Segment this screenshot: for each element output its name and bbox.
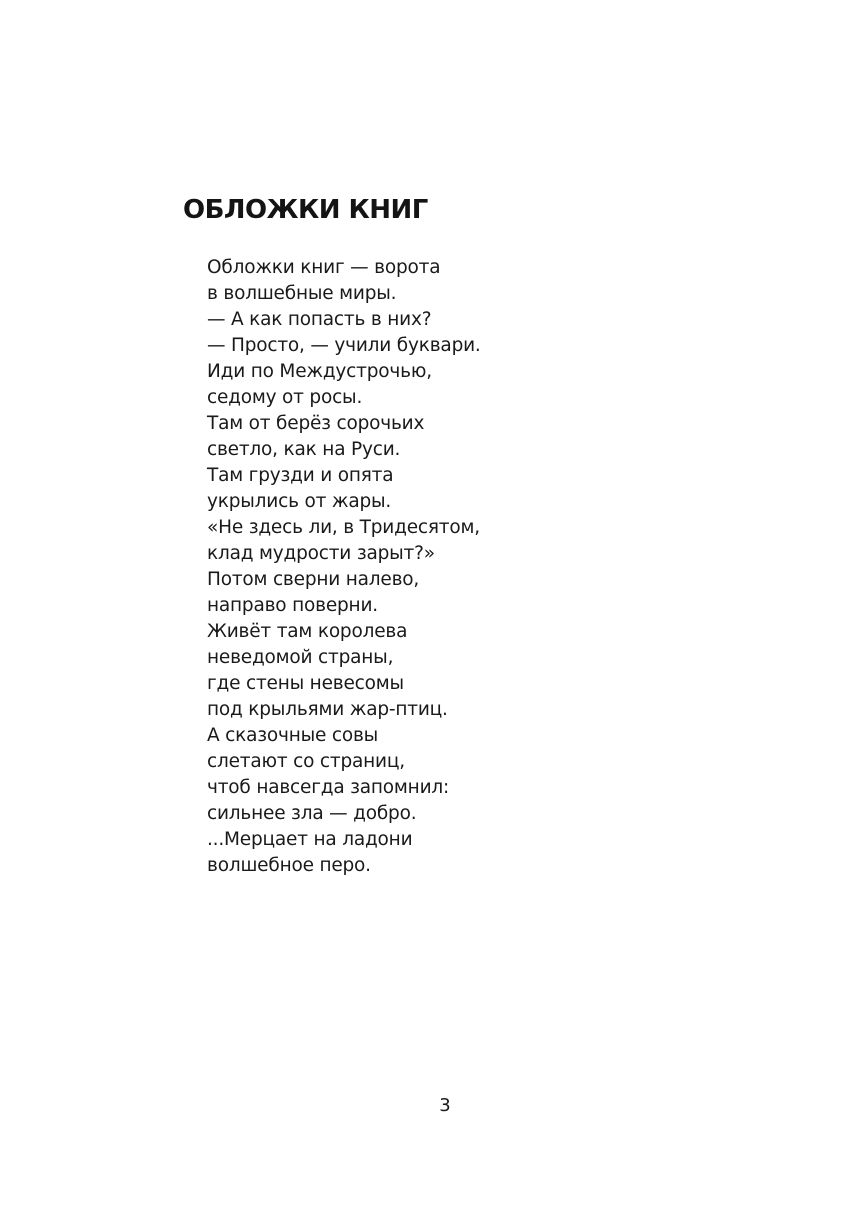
poem-line: клад мудрости зарыт?»: [207, 543, 435, 564]
poem-line: ...Мерцает на ладони: [207, 829, 413, 850]
poem-line: где стены невесомы: [207, 673, 404, 694]
poem-line: волшебное перо.: [207, 855, 371, 876]
poem-body: [207, 255, 481, 879]
poem-line: направо поверни.: [207, 595, 378, 616]
page-number: 3: [439, 1095, 451, 1116]
poem-line: седому от росы.: [207, 387, 363, 408]
poem-line: укрылись от жары.: [207, 491, 392, 512]
poem-line: — Просто, — учили буквари.: [207, 335, 481, 356]
poem-line: — А как попасть в них?: [207, 309, 432, 330]
poem-line: неведомой страны,: [207, 647, 394, 668]
poem-line: Иди по Междустрочью,: [207, 361, 432, 382]
poem-line: Живёт там королева: [207, 621, 408, 642]
poem-line: «Не здесь ли, в Тридесятом,: [207, 517, 480, 538]
poem-line: светло, как на Руси.: [207, 439, 401, 460]
poem-line: А сказочные совы: [207, 725, 379, 746]
poem-line: Потом сверни налево,: [207, 569, 420, 590]
poem-line: в волшебные миры.: [207, 283, 397, 304]
poem-line: Там грузди и опята: [207, 465, 394, 486]
poem-line: под крыльями жар-птиц.: [207, 699, 448, 720]
poem-line: сильнее зла — добро.: [207, 803, 417, 824]
poem-line: чтоб навсегда запомнил:: [207, 777, 450, 798]
poem-line: слетают со страниц,: [207, 751, 405, 772]
poem-line: Там от берёз сорочьих: [207, 413, 425, 434]
poem-line: Обложки книг — ворота: [207, 257, 441, 278]
poem-title: ОБЛОЖКИ КНИГ: [183, 195, 428, 225]
